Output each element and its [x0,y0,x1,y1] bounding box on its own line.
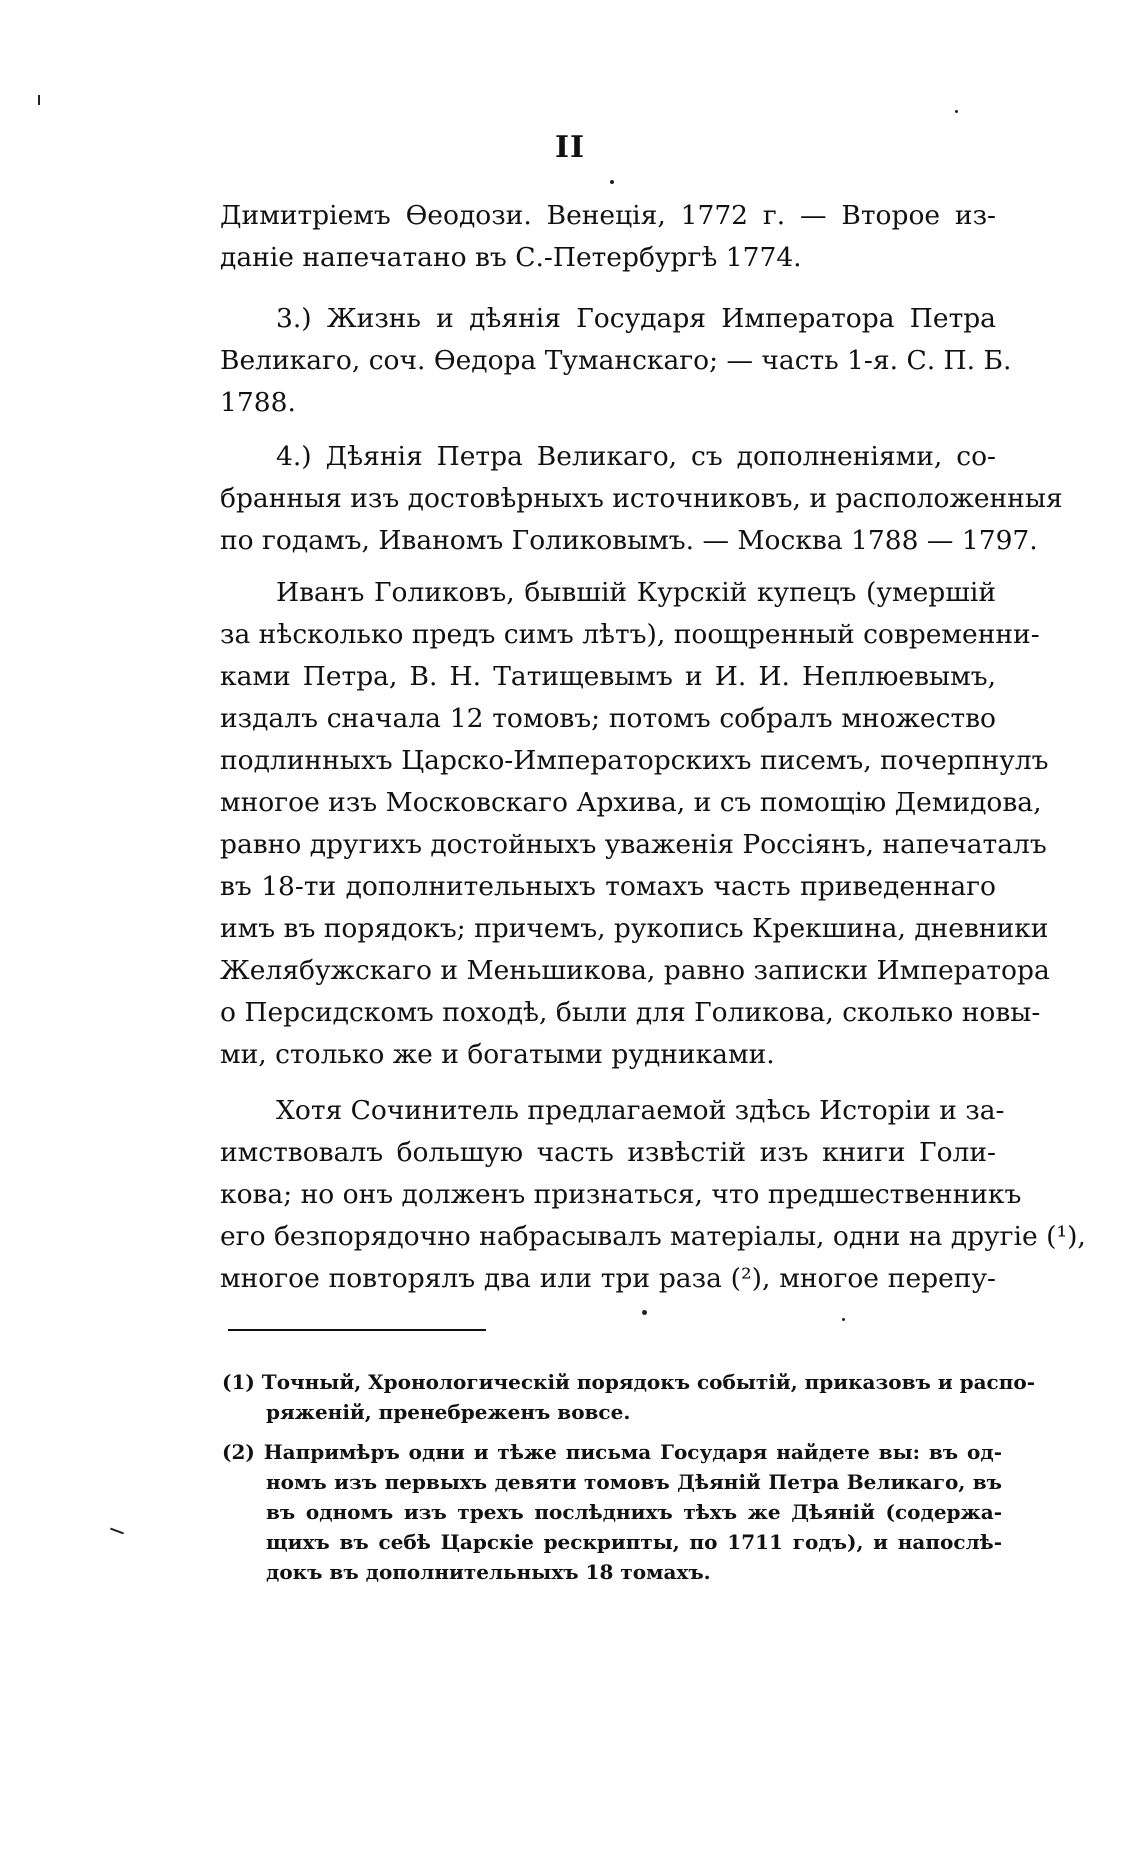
paragraph-2 [220,298,1012,424]
footnote-line: номъ изъ первыхъ девяти томовъ Дѣяній Петра Великаго, въ [266,1470,1002,1494]
text-line: издалъ сначала 12 томовъ; потомъ собралъ множество [220,703,996,734]
text-line: даніе напечатано въ С.-Петербургѣ 1774. [220,242,802,273]
text-line: за нѣсколько предъ симъ лѣтъ), поощренный современни- [220,619,1040,650]
text-line: имствовалъ большую часть извѣстій изъ книги Голи- [220,1137,996,1168]
footnote-line: (1) Точный, Хронологическій порядокъ событій, приказовъ и распо- [222,1370,1036,1394]
footnote-line: докъ въ дополнительныхъ 18 томахъ. [266,1560,711,1584]
text-line: равно другихъ достойныхъ уваженія Россіянъ, напечаталъ [220,829,1047,860]
text-line: подлинныхъ Царско-Императорскихъ писемъ, почерпнулъ [220,745,1049,776]
text-line: Великаго, соч. Ѳедора Туманскаго; — часть 1-я. С. П. Б. [220,345,1012,376]
footnote-line: (2) Напримѣръ одни и тѣже письма Государя найдете вы: въ од- [222,1440,1002,1464]
text-line: кова; но онъ долженъ признаться, что предшественникъ [220,1179,1022,1210]
text-line: Димитріемъ Ѳеодози. Венеція, 1772 г. — Второе из- [220,200,996,231]
footnote-line: щихъ въ себѣ Царскіе рескрипты, по 1711 годъ), и напослѣ- [266,1530,1002,1554]
scan-speck [842,1318,845,1321]
text-line: въ 18-ти дополнительныхъ томахъ часть приведеннаго [220,871,996,902]
text-line: Желябужскаго и Меньшикова, равно записки Императора [220,955,1050,986]
scan-speck [610,180,614,184]
scan-speck [642,1310,647,1315]
text-line: бранныя изъ достовѣрныхъ источниковъ, и расположенныя [220,483,1063,514]
text-line: ми, столько же и богатыми рудниками. [220,1039,775,1070]
text-line: 4.) Дѣянія Петра Великаго, съ дополненіями, со- [276,441,996,472]
page-number: II [554,130,586,165]
scan-speck [110,1528,124,1535]
text-line: о Персидскомъ походѣ, были для Голикова, сколько новы- [220,997,1041,1028]
paragraph-5 [220,1090,1086,1300]
footnote-2 [222,1437,1002,1587]
paragraph-1 [220,195,996,279]
footnote-divider [228,1329,486,1331]
text-line: ками Петра, В. Н. Татищевымъ и И. И. Неплюевымъ, [220,661,996,692]
text-line: имъ въ порядокъ; причемъ, рукопись Крекшина, дневники [220,913,1049,944]
paragraph-3 [220,436,1063,562]
footnote-line: въ одномъ изъ трехъ послѣднихъ тѣхъ же Дѣяній (содержа- [266,1500,1002,1524]
text-line: многое изъ Московскаго Архива, и съ помощію Демидова, [220,787,1042,818]
scan-speck [38,95,40,105]
text-line: Иванъ Голиковъ, бывшій Курскій купецъ (умершій [276,577,996,608]
text-line: его безпорядочно набрасывалъ матеріалы, одни на другіе (¹), [220,1221,1086,1252]
text-line: многое повторялъ два или три раза (²), многое перепу- [220,1263,996,1294]
footnote-line: ряженій, пренебреженъ вовсе. [266,1400,631,1424]
text-line: 1788. [220,387,296,418]
paragraph-4 [220,572,1050,1076]
text-line: по годамъ, Иваномъ Голиковымъ. — Москва 1788 — 1797. [220,525,1038,556]
scan-speck [955,110,958,113]
text-line: Хотя Сочинитель предлагаемой здѣсь Исторіи и за- [276,1095,1005,1126]
footnote-1 [222,1367,1036,1427]
text-line: 3.) Жизнь и дѣянія Государя Императора Петра [276,303,996,334]
